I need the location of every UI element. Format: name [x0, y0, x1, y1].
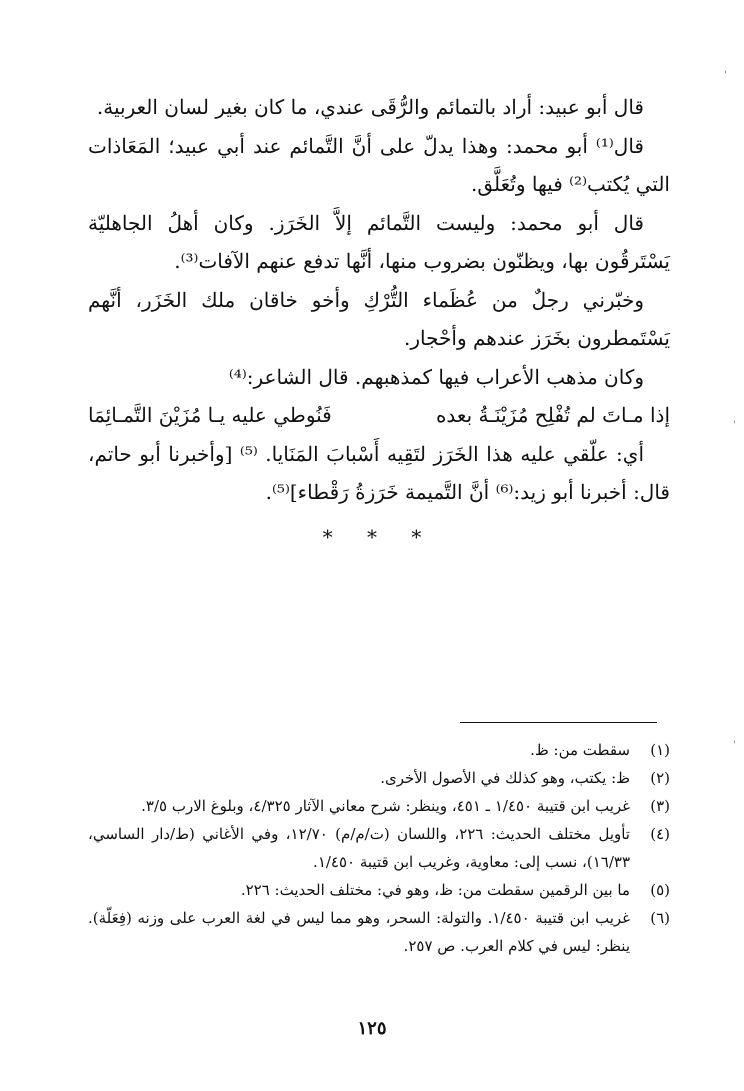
footnote-item: [88, 820, 670, 876]
margin-mark: ': [724, 70, 727, 81]
margin-mark: ': [733, 740, 736, 751]
verse-second-hemistich: فَنُوطي عليه يـا مُزَيْنَ التَّمـائِمَا: [88, 403, 332, 427]
footnote-number: (٢): [650, 769, 670, 787]
poem-verse: [88, 396, 670, 435]
section-divider-stars: * * *: [322, 524, 436, 549]
paragraph-abu-ubaid: قال أبو عبيد: أراد بالتمائم والرُّقَى عندي، ما كان بغير لسان العربية.: [96, 95, 644, 119]
footnote-text: غريب ابن قتيبة ١/٤٥٠. والتولة: السحر، وهو مما ليس في لغة العرب على وزنه (فِعَلّة). ينظر: ليس في كلام العرب. ص ٢٥٧.: [88, 909, 630, 955]
footnote-item: [88, 876, 670, 904]
page-number: ١٢٥: [357, 1018, 387, 1039]
footnote-separator: [460, 722, 657, 723]
footnote-number: (٣): [650, 797, 670, 815]
paragraph-explanation: أي: علّقي عليه هذا الخَرَز لتَقِيه أَسْبابَ المَنَايا. ⁽⁵⁾ [وأخبرنا أبو حاتم، قال: أخبرنا أبو زيد:⁽⁶⁾ أنَّ التَّميمة خَرَزةُ رَقْطاء]⁽⁵⁾.: [88, 441, 670, 504]
paragraph-abu-muhammad-2: قال أبو محمد: وليست التَّمائم إلاَّ الخَرَز. وكان أهلُ الجاهليّة يَسْتَرقُون بها، ويظنّون بضروب منها، أنَّها تدفع عنهم الآفات⁽³⁾.: [88, 210, 670, 273]
main-text: [88, 88, 670, 556]
footnote-item: [88, 904, 670, 960]
footnote-text: تأويل مختلف الحديث: ٢٢٦، واللسان (ت/م/م) ١٢/٧٠، وفي الأغاني (ط/دار الساسي، ١٦/٣٣)، نسب إلى: معاوية، وغريب ابن قتيبة ١/٤٥٠.: [88, 825, 630, 871]
footnote-item: [88, 764, 670, 792]
footnote-text: سقطت من: ظ.: [530, 741, 630, 759]
footnote-number: (١): [650, 741, 670, 759]
paragraph-arab-custom: وكان مذهب الأعراب فيها كمذهبهم. قال الشاعر:⁽⁴⁾: [228, 364, 644, 389]
footnote-item: [88, 736, 670, 764]
footnote-text: ما بين الرقمين سقطت من: ظ، وهو في: مختلف الحديث: ٢٢٦.: [240, 881, 630, 899]
footnote-number: (٦): [650, 909, 670, 927]
footnotes: [88, 736, 670, 960]
paragraph-turk-report: وخبّرني رجلٌ من عُظَماء التُّرْكِ وأخو خاقان ملك الخَزَر، أنَّهم يَسْتَمطرون بخَرَز عندهم وأحْجار.: [88, 287, 670, 350]
footnote-item: [88, 792, 670, 820]
paragraph-abu-muhammad-1: قال⁽¹⁾ أبو محمد: وهذا يدلّ على أنَّ التَّمائم عند أبي عبيد؛ المَعَاذات التي يُكتب⁽²⁾ فيها وتُعَلَّق.: [88, 133, 670, 196]
footnote-text: ظ: يكتب، وهو كذلك في الأصول الأخرى.: [380, 769, 630, 787]
margin-mark: ': [733, 420, 736, 431]
footnote-text: غريب ابن قتيبة ١/٤٥٠ ـ ٤٥١، وينظر: شرح معاني الآثار ٤/٣٢٥، وبلوغ الارب ٣/٥.: [141, 797, 630, 815]
footnote-number: (٤): [650, 825, 670, 843]
verse-first-hemistich: إذا مـاتَ لم تُفْلِح مُزَيْنَـةُ بعده: [435, 403, 670, 427]
footnote-number: (٥): [650, 881, 670, 899]
